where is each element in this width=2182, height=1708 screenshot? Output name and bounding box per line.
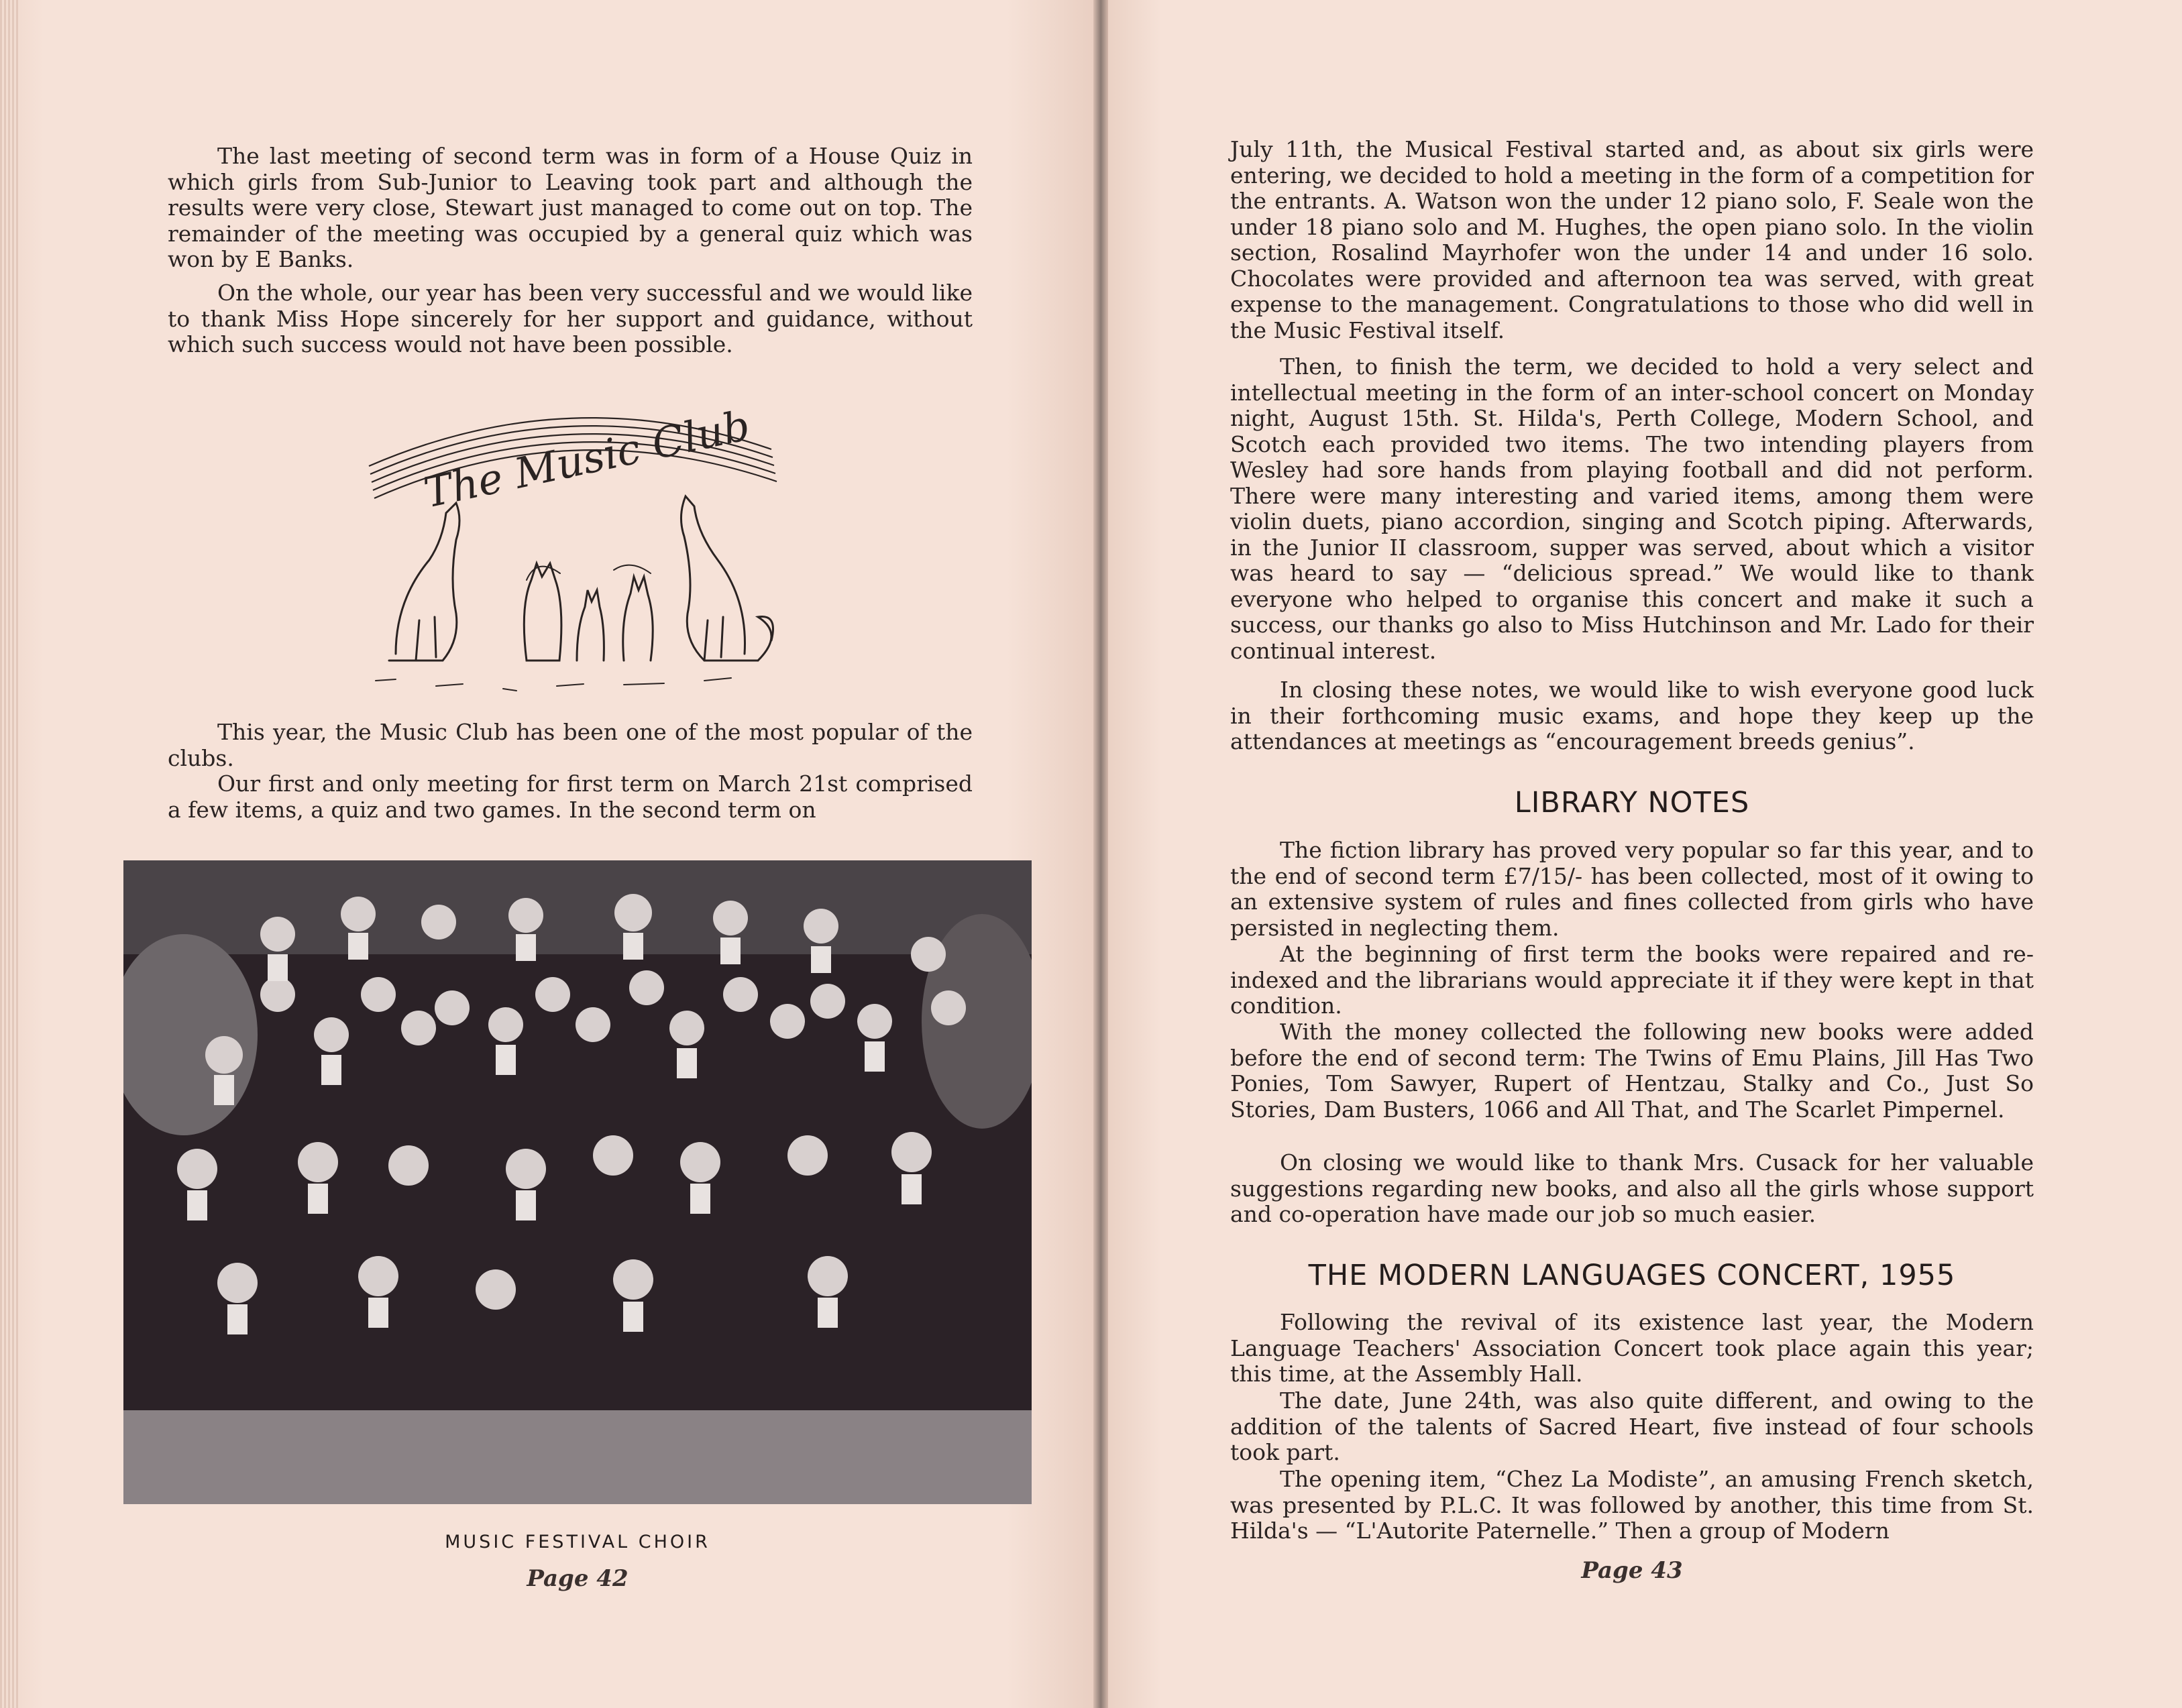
music-club-logo <box>356 386 785 701</box>
right-page <box>1108 0 2182 1708</box>
page-number-left: Page 42 <box>527 1565 629 1592</box>
inter-school-concert-paragraph: Then, to finish the term, we decided to hold a very select and intellectual meeting in the form of an inter-school concert on Monday night, August 15th. St. Hilda's, Perth College, Modern School, and Scotch each provided two items. The two intending players from Wesley had sore hands from playing football and did not perform. There were many interesting and varied items, among them were violin duets, piano accordion, singing and Scotch piping. Afterwards, in the Junior II classroom, supper was served, about which a visitor was heard to say — “delicious spread.” We would like to thank everyone who helped to organise this concert and make it such a success, our thanks go also to Miss Hutchinson and Mr. Lado for their continual interest. <box>1230 353 2034 664</box>
musical-festival-paragraph: July 11th, the Musical Festival started and, as about six girls were entering, we decided to hold a meeting in the form of a competition for the entrants. A. Watson won the under 12 piano solo, F. Seale won the under 18 piano solo and M. Hughes, the open piano solo. In the violin section, Rosalind Mayrhofer won the under 14 and under 16 solo. Chocolates were provided and afternoon tea was served, with great expense to the management. Congratulations to those who did well in the Music Festival itself. <box>1230 136 2034 343</box>
concert-opening-item-paragraph: The opening item, “Chez La Modiste”, an amusing French sketch, was presented by P.L.C. It was followed by another, this time from St. Hilda's — “L'Autorite Paternelle.” Then a group of Modern <box>1230 1466 2034 1544</box>
book-gutter <box>1093 0 1108 1708</box>
library-fiction-paragraph: The fiction library has proved very popular so far this year, and to the end of second term £7/15/- has been collected, most of it owing to an extensive system of rules and fines collected from girls who have persisted in neglecting them. <box>1230 837 2034 941</box>
closing-notes-paragraph: In closing these notes, we would like to wish everyone good luck in their forthcoming music exams, and hope they keep up the attendances at meetings as “encouragement breeds genius”. <box>1230 677 2034 754</box>
first-meeting-paragraph: Our first and only meeting for first term on March 21st comprised a few items, a quiz and two games. In the second term on <box>168 771 973 823</box>
library-repair-paragraph: At the beginning of first term the books were repaired and re-indexed and the librarians would appreciate it if they were kept in that condition. <box>1230 941 2034 1019</box>
concert-revival-paragraph: Following the revival of its existence last year, the Modern Language Teachers' Association Concert took place again this year; this time, at the Assembly Hall. <box>1230 1309 2034 1387</box>
choir-photo <box>123 860 1032 1504</box>
library-thanks-paragraph: On closing we would like to thank Mrs. Cusack for her valuable suggestions regarding new books, and also all the girls whose support and co-operation have made our job so much easier. <box>1230 1149 2034 1227</box>
music-club-popular-paragraph: This year, the Music Club has been one of the most popular of the clubs. <box>168 719 973 771</box>
modern-languages-concert-heading: THE MODERN LANGUAGES CONCERT, 1955 <box>1308 1259 1956 1292</box>
music-club-logo-text: The Music Club <box>419 400 755 518</box>
photo-caption: MUSIC FESTIVAL CHOIR <box>445 1532 710 1552</box>
concert-date-paragraph: The date, June 24th, was also quite different, and owing to the addition of the talents of Sacred Heart, five instead of four schools took part. <box>1230 1387 2034 1465</box>
page-number-right: Page 43 <box>1581 1557 1683 1584</box>
thanks-paragraph: On the whole, our year has been very successful and we would like to thank Miss Hope sincerely for her support and guidance, without which such success would not have been possible. <box>168 280 973 357</box>
library-new-books-paragraph: With the money collected the following new books were added before the end of second term: The Twins of Emu Plains, Jill Has Two Ponies, Tom Sawyer, Rupert of Hentzau, Stalky and Co., Just So Stories, Dam Busters, 1066 and All That, and The Scarlet Pimpernel. <box>1230 1019 2034 1123</box>
choir-photo-image <box>123 860 1032 1504</box>
library-notes-heading: LIBRARY NOTES <box>1514 786 1750 819</box>
page-edge <box>0 0 20 1708</box>
house-quiz-paragraph: The last meeting of second term was in form of a House Quiz in which girls from Sub-Junior to Leaving took part and although the results were very close, Stewart just managed to come out on top. The remainder of the meeting was occupied by a general quiz which was won by E Banks. <box>168 143 973 272</box>
